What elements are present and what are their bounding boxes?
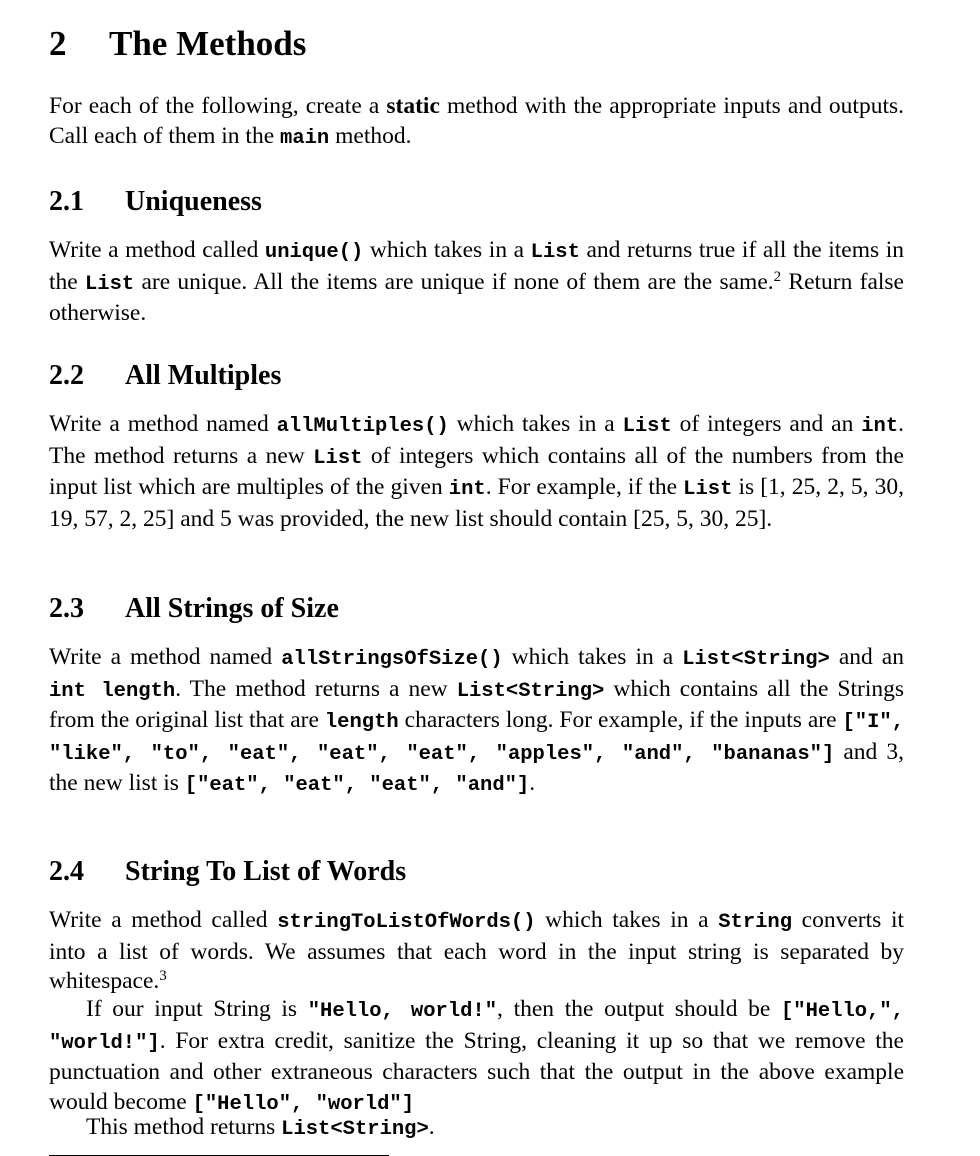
code: allMultiples() [276, 415, 449, 438]
text: . [428, 1114, 435, 1140]
text: Write a method called [49, 907, 278, 933]
text: which contains all the Strings from the original list that are [49, 675, 905, 734]
code: int [448, 478, 486, 502]
text: are unique. All the items are unique if none of them are the same. [134, 268, 774, 295]
code: List<String> [682, 648, 830, 671]
text: For each of the following, create a [49, 93, 387, 119]
subsection-number: 2.3 [49, 593, 84, 624]
text: and returns true if all the items in the [49, 237, 905, 295]
code: ["Hello", "world"] [192, 1092, 415, 1116]
code: List [313, 446, 363, 470]
code: List<String> [456, 679, 605, 703]
text: converts it into a list of words. We assumes that each word in the input string is separated by whitespace. [49, 907, 905, 995]
string-to-list-return-paragraph [49, 1113, 904, 1145]
text: . For example, if the [485, 474, 684, 501]
code: unique() [264, 241, 364, 264]
keyword-static: static [386, 93, 440, 119]
text: . [529, 770, 536, 797]
code: allStringsOfSize() [281, 648, 503, 671]
text: which takes in a [502, 644, 683, 670]
code: ["eat", "eat", "eat", "and"] [184, 774, 530, 798]
code: List [530, 241, 580, 264]
subsection-title: All Strings of Size [125, 593, 339, 624]
text: and an [829, 644, 904, 670]
section-heading [49, 24, 306, 64]
code: "Hello, world!" [307, 1000, 498, 1023]
text: which takes in a [363, 237, 531, 263]
intro-paragraph [49, 92, 904, 153]
text: which takes in a [448, 411, 623, 437]
code-main: main [280, 126, 330, 150]
all-strings-of-size-paragraph [49, 643, 904, 801]
subsection-title: Uniqueness [125, 186, 262, 217]
subsection-heading-2-4 [49, 856, 406, 888]
text: which takes in a [535, 907, 719, 933]
text: of integers and an [671, 411, 862, 437]
text: Return false otherwise. [49, 268, 904, 327]
code: String [718, 911, 793, 934]
text: If our input String is [86, 996, 308, 1022]
code: List [622, 415, 672, 438]
code: ["Hello,", "world!"] [49, 1000, 904, 1055]
string-to-list-example-paragraph [49, 995, 904, 1119]
text: . The method returns a new [175, 675, 457, 702]
text: method. [329, 122, 412, 149]
text: . The method returns a new [49, 411, 904, 469]
text: This method returns [86, 1114, 282, 1140]
text: characters long. For example, if the inputs are [398, 707, 843, 734]
text: Write a method named [49, 411, 277, 437]
code: List<String> [281, 1118, 429, 1141]
footnote-marker: 3 [159, 968, 167, 985]
code: length [324, 711, 399, 735]
text: Write a method called [49, 237, 265, 263]
text: method with the appropriate inputs and outputs. Call each of them in the [49, 93, 904, 149]
text: and 3, the new list is [49, 738, 904, 797]
text: Write a method named [49, 644, 282, 670]
subsection-number: 2.2 [49, 360, 84, 391]
subsection-heading-2-3 [49, 593, 339, 625]
subsection-heading-2-2 [49, 360, 281, 392]
string-to-list-paragraph [49, 906, 904, 997]
text: of integers which contains all of the numbers from the input list which are multiples of the given [49, 442, 904, 501]
subsection-heading-2-1 [49, 186, 262, 218]
subsection-number: 2.4 [49, 856, 84, 887]
text: . For extra credit, sanitize the String, cleaning it up so that we remove the punctuation and other extraneous characters such that the output in the above example would become [49, 1027, 904, 1115]
subsection-number: 2.1 [49, 186, 84, 217]
text: is [1, 25, 2, 5, 30, 19, 57, 2, 25] and 5 was provided, the new list should contain [25, 5, 30, 25]. [49, 474, 905, 532]
all-multiples-paragraph [49, 410, 904, 534]
subsection-title: All Multiples [125, 360, 282, 391]
code: ["I", "like", "to", "eat", "eat", "eat", "apples", "and", "bananas"] [49, 711, 904, 766]
subsection-title: String To List of Words [125, 856, 407, 887]
text: , then the output should be [497, 996, 781, 1022]
footnote-marker: 2 [773, 268, 782, 285]
code: stringToListOfWords() [277, 911, 536, 934]
section-title: The Methods [109, 24, 307, 63]
code: int length [49, 679, 176, 703]
code: List [683, 478, 733, 502]
code: int [861, 415, 899, 438]
uniqueness-paragraph [49, 236, 904, 329]
code: List [84, 272, 135, 296]
section-number: 2 [49, 24, 67, 63]
